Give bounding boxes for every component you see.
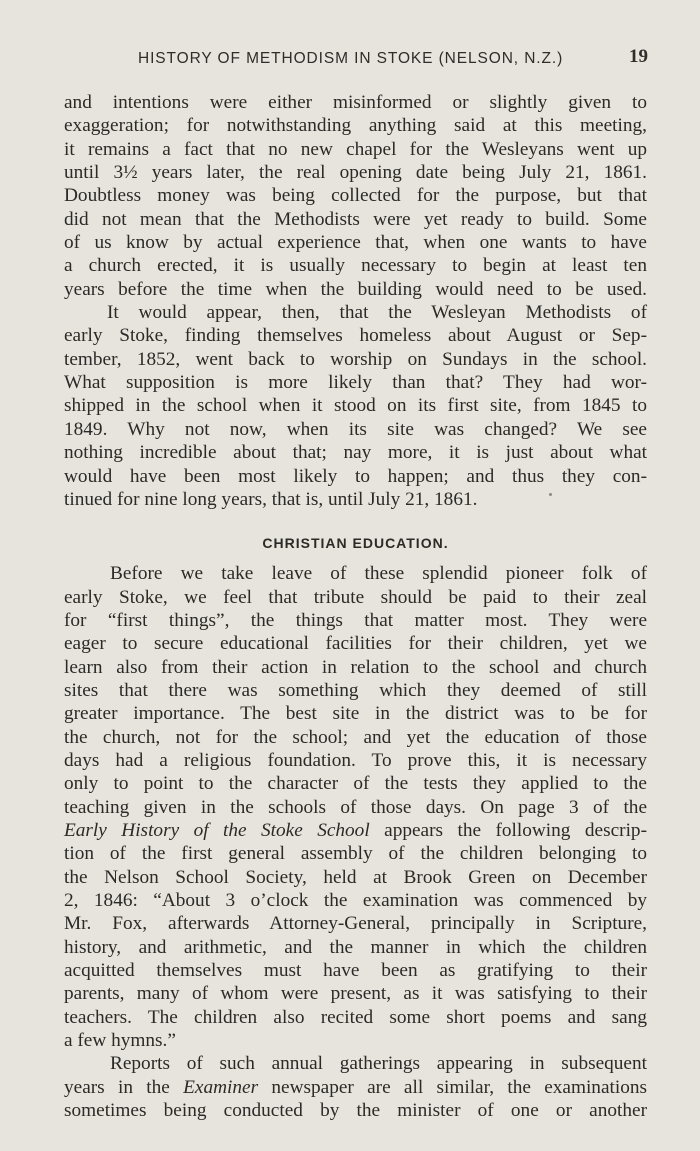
text-fragment: years in the bbox=[64, 1076, 170, 1098]
paragraph-pioneer-folk bbox=[64, 562, 647, 1052]
text-line: only to point to the character of the tests they applied to the bbox=[64, 773, 647, 795]
text-line: history, and arithmetic, and the manner in which the children bbox=[64, 936, 647, 958]
text-line: sites that there was something which they deemed of still bbox=[64, 679, 647, 701]
text-line: would have been most likely to happen; and thus they con- bbox=[64, 465, 647, 487]
text-line: of us know by actual experience that, when one wants to have bbox=[64, 232, 647, 254]
text-line: Before we take leave of these splendid pioneer folk of bbox=[110, 563, 647, 585]
text-line: teaching given in the schools of those days. On page 3 of the bbox=[64, 796, 647, 818]
text-line: days had a religious foundation. To prove this, it is necessary bbox=[64, 749, 647, 771]
text-line: Doubtless money was being collected for the purpose, but that bbox=[64, 185, 647, 207]
text-line: eager to secure educational facilities for their children, yet we bbox=[64, 633, 647, 655]
text-line: 1849. Why not now, when its site was changed? We see bbox=[64, 418, 647, 440]
text-line: early Stoke, we feel that tribute should be paid to their zeal bbox=[64, 586, 647, 608]
text-line: learn also from their action in relation to the school and church bbox=[64, 656, 647, 678]
text-line: Reports of such annual gatherings appearing in subsequent bbox=[110, 1053, 647, 1075]
running-title: HISTORY OF METHODISM IN STOKE (NELSON, N.Z.) bbox=[138, 50, 564, 67]
paper-speck bbox=[549, 493, 552, 496]
paragraph-annual-gatherings bbox=[64, 1052, 647, 1122]
text-line: until 3½ years later, the real opening date being July 21, 1861. bbox=[64, 162, 647, 184]
body-text bbox=[64, 91, 647, 1122]
text-fragment: appears the following descrip- bbox=[384, 819, 647, 841]
book-title-italic: Early History of the Stoke School bbox=[64, 819, 370, 841]
text-line: shipped in the school when it stood on its first site, from 1845 to bbox=[64, 395, 647, 417]
text-fragment: newspaper are all similar, the examinations bbox=[271, 1076, 648, 1098]
section-heading: CHRISTIAN EDUCATION. bbox=[262, 535, 449, 552]
paragraph-wesleyan-worship bbox=[64, 301, 647, 511]
text-line: for “first things”, the things that matter most. They were bbox=[64, 609, 647, 631]
text-line: tinued for nine long years, that is, until July 21, 1861. bbox=[64, 488, 478, 510]
text-line: early Stoke, finding themselves homeless about August or Sep- bbox=[64, 325, 647, 347]
text-line: tember, 1852, went back to worship on Sundays in the school. bbox=[64, 348, 647, 370]
newspaper-title-italic: Examiner bbox=[183, 1076, 259, 1098]
text-line: a few hymns.” bbox=[64, 1030, 176, 1052]
text-line: years before the time when the building would need to be used. bbox=[64, 278, 647, 300]
text-line bbox=[64, 1076, 647, 1099]
text-line: acquitted themselves must have been as gratifying to their bbox=[64, 960, 647, 982]
text-line: sometimes being conducted by the minister of one or another bbox=[64, 1100, 647, 1122]
text-line: the church, not for the school; and yet the education of those bbox=[64, 726, 647, 748]
text-line: it remains a fact that no new chapel for the Wesleyans went up bbox=[64, 138, 647, 160]
text-line: What supposition is more likely than that? They had wor- bbox=[64, 372, 647, 394]
text-line: nothing incredible about that; nay more, it is just about what bbox=[64, 442, 647, 464]
text-line: It would appear, then, that the Wesleyan Methodists of bbox=[107, 302, 647, 324]
text-line: the Nelson School Society, held at Brook Green on December bbox=[64, 866, 647, 888]
text-line: a church erected, it is usually necessary to begin at least ten bbox=[64, 255, 647, 277]
paragraph-exaggeration bbox=[64, 91, 647, 301]
text-line: teachers. The children also recited some short poems and sang bbox=[64, 1006, 647, 1028]
text-line bbox=[64, 819, 647, 842]
text-line: and intentions were either misinformed or slightly given to bbox=[64, 92, 647, 113]
text-line: tion of the first general assembly of the children belonging to bbox=[64, 843, 647, 865]
text-line: greater importance. The best site in the district was to be for bbox=[64, 703, 647, 725]
page-number: 19 bbox=[629, 46, 648, 67]
text-line: 2, 1846: “About 3 o’clock the examination was commenced by bbox=[64, 890, 647, 911]
text-line: did not mean that the Methodists were yet ready to build. Some bbox=[64, 208, 647, 230]
text-line: exaggeration; for notwithstanding anything said at this meeting, bbox=[64, 115, 647, 137]
text-line: parents, many of whom were present, as it was satisfying to their bbox=[64, 983, 647, 1005]
page-header bbox=[64, 44, 648, 74]
text-line: Mr. Fox, afterwards Attorney-General, principally in Scripture, bbox=[64, 913, 647, 935]
